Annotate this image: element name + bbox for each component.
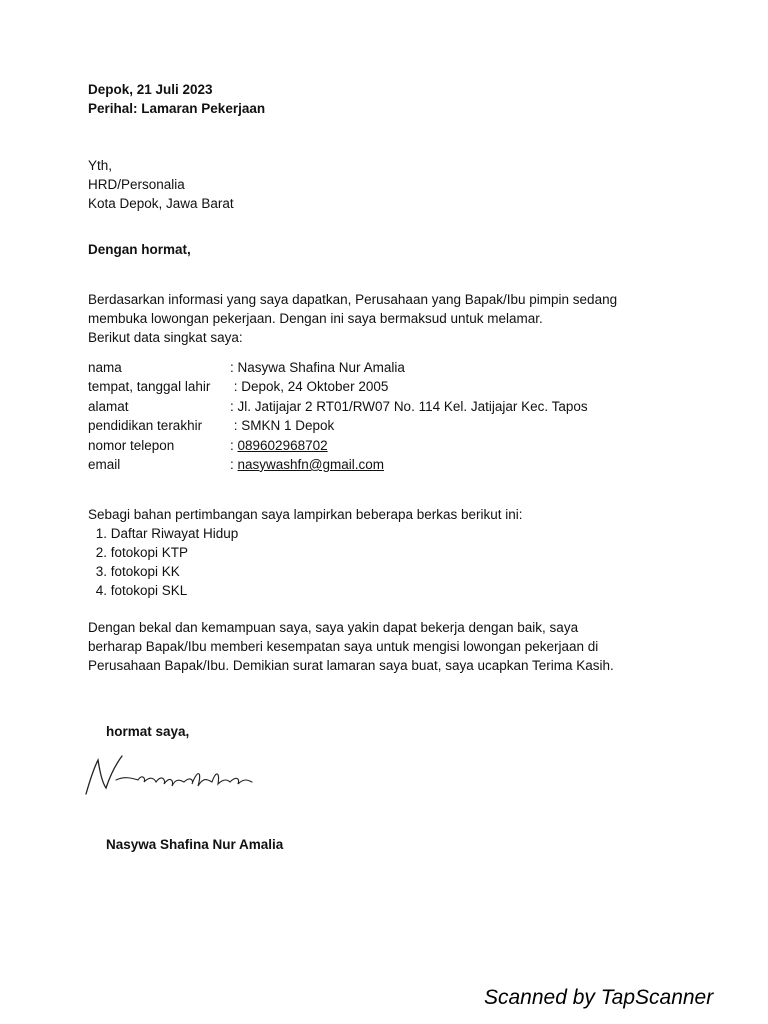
list-item: 3. fotokopi KK xyxy=(92,564,180,580)
subject-line: Perihal: Lamaran Pekerjaan xyxy=(88,101,266,116)
data-value: : SMKN 1 Depok xyxy=(230,418,335,434)
data-label: nomor telepon xyxy=(88,437,175,453)
data-value xyxy=(230,455,384,474)
letter-header xyxy=(88,80,688,118)
data-value: : Nasywa Shafina Nur Amalia xyxy=(230,360,405,375)
date-line: Depok, 21 Juli 2023 xyxy=(88,82,213,97)
regards-text: hormat saya, xyxy=(106,724,190,739)
intro-line: Berdasarkan informasi yang saya dapatkan, Perusahaan yang Bapak/Ibu pimpin sedang xyxy=(88,292,618,307)
intro-paragraph xyxy=(88,290,688,347)
data-row-ttl xyxy=(88,377,688,396)
value-prefix: : xyxy=(230,437,238,453)
closing-paragraph xyxy=(88,618,688,675)
list-item: 1. Daftar Riwayat Hidup xyxy=(92,526,239,542)
recipient-line: HRD/Personalia xyxy=(88,177,185,192)
enclosures-intro: Sebagi bahan pertimbangan saya lampirkan beberapa berkas berikut ini: xyxy=(88,507,523,523)
scanner-watermark: Scanned by TapScanner xyxy=(484,986,714,1009)
intro-line: Berikut data singkat saya: xyxy=(88,330,243,345)
signer-name: Nasywa Shafina Nur Amalia xyxy=(106,837,284,852)
value-prefix: : xyxy=(230,456,238,472)
data-label: tempat, tanggal lahir xyxy=(88,379,211,395)
data-label: nama xyxy=(88,360,122,375)
data-row-telepon xyxy=(88,436,688,455)
data-value xyxy=(230,436,328,455)
closing-line: Dengan bekal dan kemampuan saya, saya yakin dapat bekerja dengan baik, saya xyxy=(88,620,579,636)
data-row-pendidikan xyxy=(88,416,688,435)
data-row-email xyxy=(88,455,688,474)
data-label: alamat xyxy=(88,398,129,414)
data-value: : Depok, 24 Oktober 2005 xyxy=(230,379,389,395)
email-link[interactable]: nasywashfn@gmail.com xyxy=(237,456,385,472)
data-label: email xyxy=(88,456,121,472)
handwritten-signature xyxy=(80,750,270,802)
data-label: pendidikan terakhir xyxy=(88,418,203,434)
data-row-nama xyxy=(88,358,688,377)
closing-line: Perusahaan Bapak/Ibu. Demikian surat lamaran saya buat, saya ucapkan Terima Kasih. xyxy=(88,658,614,674)
list-item: 4. fotokopi SKL xyxy=(92,583,188,599)
recipient-line: Kota Depok, Jawa Barat xyxy=(88,196,234,211)
recipient-line: Yth, xyxy=(88,158,113,173)
data-value: : Jl. Jatijajar 2 RT01/RW07 No. 114 Kel. Jatijajar Kec. Tapos xyxy=(230,398,588,414)
letter-body xyxy=(88,80,688,675)
closing-line: berharap Bapak/Ibu memberi kesempatan saya untuk mengisi lowongan pekerjaan di xyxy=(88,639,599,655)
data-row-alamat xyxy=(88,397,688,416)
recipient-block xyxy=(88,156,688,213)
salutation: Dengan hormat, xyxy=(88,242,191,257)
intro-line: membuka lowongan pekerjaan. Dengan ini saya bermaksud untuk melamar. xyxy=(88,311,543,326)
enclosures-section xyxy=(88,505,688,600)
phone-link[interactable]: 089602968702 xyxy=(237,437,328,453)
personal-data-table xyxy=(88,358,688,474)
list-item: 2. fotokopi KTP xyxy=(92,545,189,561)
